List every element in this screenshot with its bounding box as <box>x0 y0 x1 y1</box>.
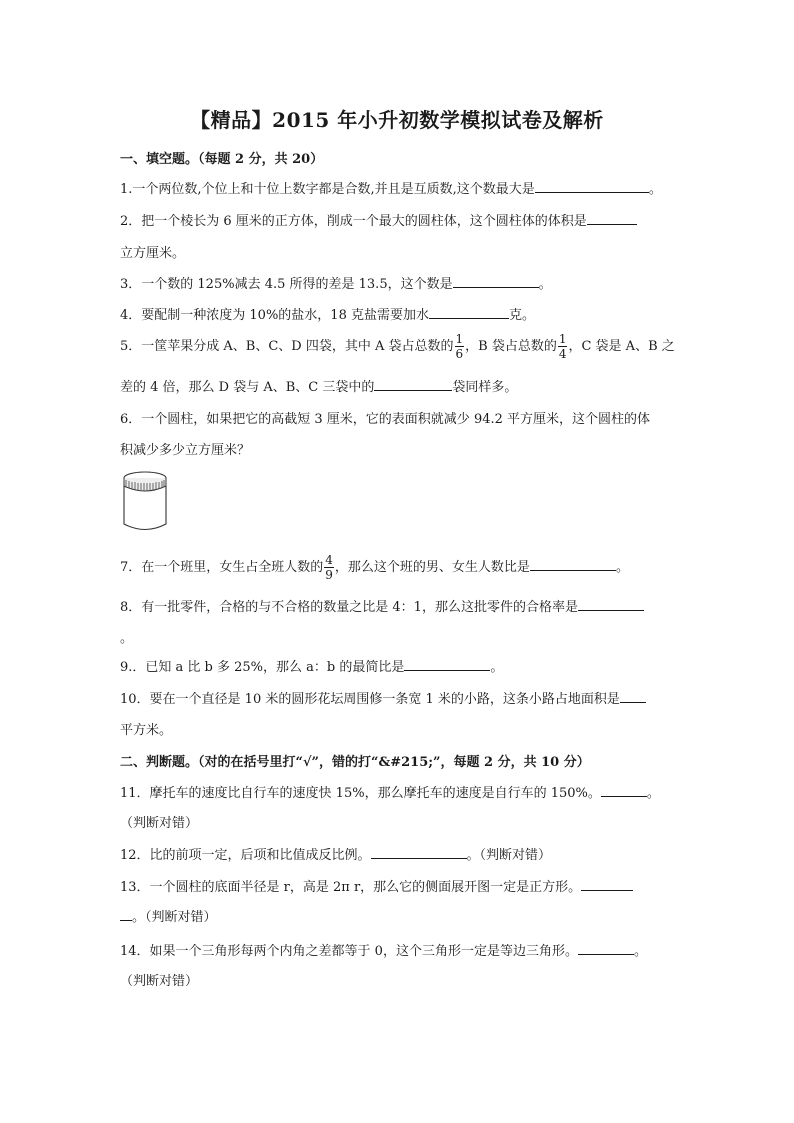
question-11 <box>120 782 660 801</box>
answer-blank-1[interactable] <box>535 178 649 193</box>
question-4 <box>120 304 535 323</box>
question-14-text: 14．如果一个三角形每两个内角之差都等于 0，这个三角形一定是等边三角形。 <box>120 944 578 959</box>
question-11-cont: （判断对错） <box>120 816 199 831</box>
question-5-part1: 5．一筐苹果分成 A、B、C、D 四袋，其中 A 袋占总数的 <box>120 339 454 354</box>
answer-blank-11[interactable] <box>601 782 647 797</box>
answer-blank-12[interactable] <box>371 844 467 859</box>
question-12 <box>120 844 551 863</box>
question-14-cont: （判断对错） <box>120 974 199 989</box>
question-2-cont: 立方厘米。 <box>120 246 186 261</box>
answer-blank-4[interactable] <box>429 304 509 319</box>
fraction-one-quarter <box>558 332 568 361</box>
answer-blank-5[interactable] <box>374 376 452 391</box>
question-13-cont-end: 。（判断对错） <box>132 910 217 925</box>
question-14 <box>120 940 647 959</box>
question-11-end: 。 <box>646 786 660 801</box>
question-7 <box>120 553 629 582</box>
question-13-cont <box>120 906 217 925</box>
question-7-part2: ，那么这个班的男、女生人数比是 <box>334 560 530 575</box>
question-13 <box>120 876 633 895</box>
section-heading-true-false: 二、判断题。（对的在括号里打“√”，错的打“&#215;”，每题 2 分，共 10 分） <box>120 755 590 770</box>
answer-blank-13[interactable] <box>581 876 633 891</box>
fraction-numerator: 1 <box>455 332 464 346</box>
question-14-end: 。 <box>633 944 647 959</box>
question-5-part2: ，B 袋占总数的 <box>465 339 557 354</box>
question-7-end: 。 <box>615 560 629 575</box>
answer-blank-3[interactable] <box>453 273 539 288</box>
fraction-numerator: 1 <box>558 332 567 346</box>
answer-blank-14[interactable] <box>578 940 634 955</box>
answer-blank-13-end[interactable] <box>120 906 132 921</box>
question-1-text: 1.一个两位数,个位上和十位上数字都是合数,并且是互质数,这个数最大是 <box>120 182 535 197</box>
question-11-text: 11．摩托车的速度比自行车的速度快 15%，那么摩托车的速度是自行车的 150%。 <box>120 786 601 801</box>
question-8-cont: 。 <box>120 631 134 646</box>
fraction-four-ninths <box>324 553 334 582</box>
question-5-cont-a: 差的 4 倍，那么 D 袋与 A、B、C 三袋中的 <box>120 380 375 395</box>
question-3 <box>120 273 552 292</box>
fraction-denominator: 4 <box>558 347 567 361</box>
fraction-numerator: 4 <box>325 553 333 567</box>
question-5 <box>120 332 675 361</box>
question-4-end: 克。 <box>508 308 535 323</box>
fraction-one-sixth <box>455 332 465 361</box>
question-5-cont-b: 袋同样多。 <box>452 380 518 395</box>
question-9 <box>120 656 503 675</box>
question-10-cont: 平方米。 <box>120 723 173 738</box>
question-2 <box>120 210 637 229</box>
question-1 <box>120 178 662 197</box>
answer-blank-7[interactable] <box>530 556 616 571</box>
question-9-end: 。 <box>490 660 504 675</box>
question-3-text: 3．一个数的 125%减去 4.5 所得的差是 13.5，这个数是 <box>120 277 453 292</box>
question-9-text: 9.．已知 a 比 b 多 25%，那么 a：b 的最简比是 <box>120 660 405 675</box>
question-5-cont <box>120 376 517 395</box>
answer-blank-10[interactable] <box>620 688 646 703</box>
question-1-end: 。 <box>648 182 662 197</box>
question-8 <box>120 596 644 615</box>
question-8-text: 8．有一批零件，合格的与不合格的数量之比是 4：1，那么这批零件的合格率是 <box>120 600 578 615</box>
question-5-part3: ，C 袋是 A、B 之 <box>568 339 675 354</box>
page-title: 【精品】2015 年小升初数学模拟试卷及解析 <box>190 108 604 132</box>
fraction-denominator: 9 <box>325 568 333 582</box>
question-4-text: 4．要配制一种浓度为 10%的盐水，18 克盐需要加水 <box>120 308 429 323</box>
answer-blank-2[interactable] <box>587 210 637 225</box>
cylinder-figure <box>121 469 169 533</box>
answer-blank-9[interactable] <box>404 656 490 671</box>
question-12-text: 12．比的前项一定，后项和比值成反比例。 <box>120 848 371 863</box>
question-2-text: 2．把一个棱长为 6 厘米的正方体，削成一个最大的圆柱体，这个圆柱体的体积是 <box>120 214 587 229</box>
question-10 <box>120 688 646 707</box>
question-6: 6．一个圆柱，如果把它的高截短 3 厘米，它的表面积就减少 94.2 平方厘米，这个圆柱的体 <box>120 412 651 427</box>
question-10-text: 10．要在一个直径是 10 米的圆形花坛周围修一条宽 1 米的小路，这条小路占地面积是 <box>120 692 620 707</box>
answer-blank-8[interactable] <box>578 596 644 611</box>
question-3-end: 。 <box>538 277 552 292</box>
question-13-text: 13．一个圆柱的底面半径是 r，高是 2π r，那么它的侧面展开图一定是正方形。 <box>120 880 582 895</box>
question-6-cont: 积减少多少立方厘米？ <box>120 443 251 458</box>
question-12-end: 。（判断对错） <box>466 848 552 863</box>
question-7-part1: 7．在一个班里，女生占全班人数的 <box>120 560 324 575</box>
fraction-denominator: 6 <box>455 347 464 361</box>
section-heading-fill-blank: 一、填空题。（每题 2 分，共 20） <box>120 152 324 167</box>
